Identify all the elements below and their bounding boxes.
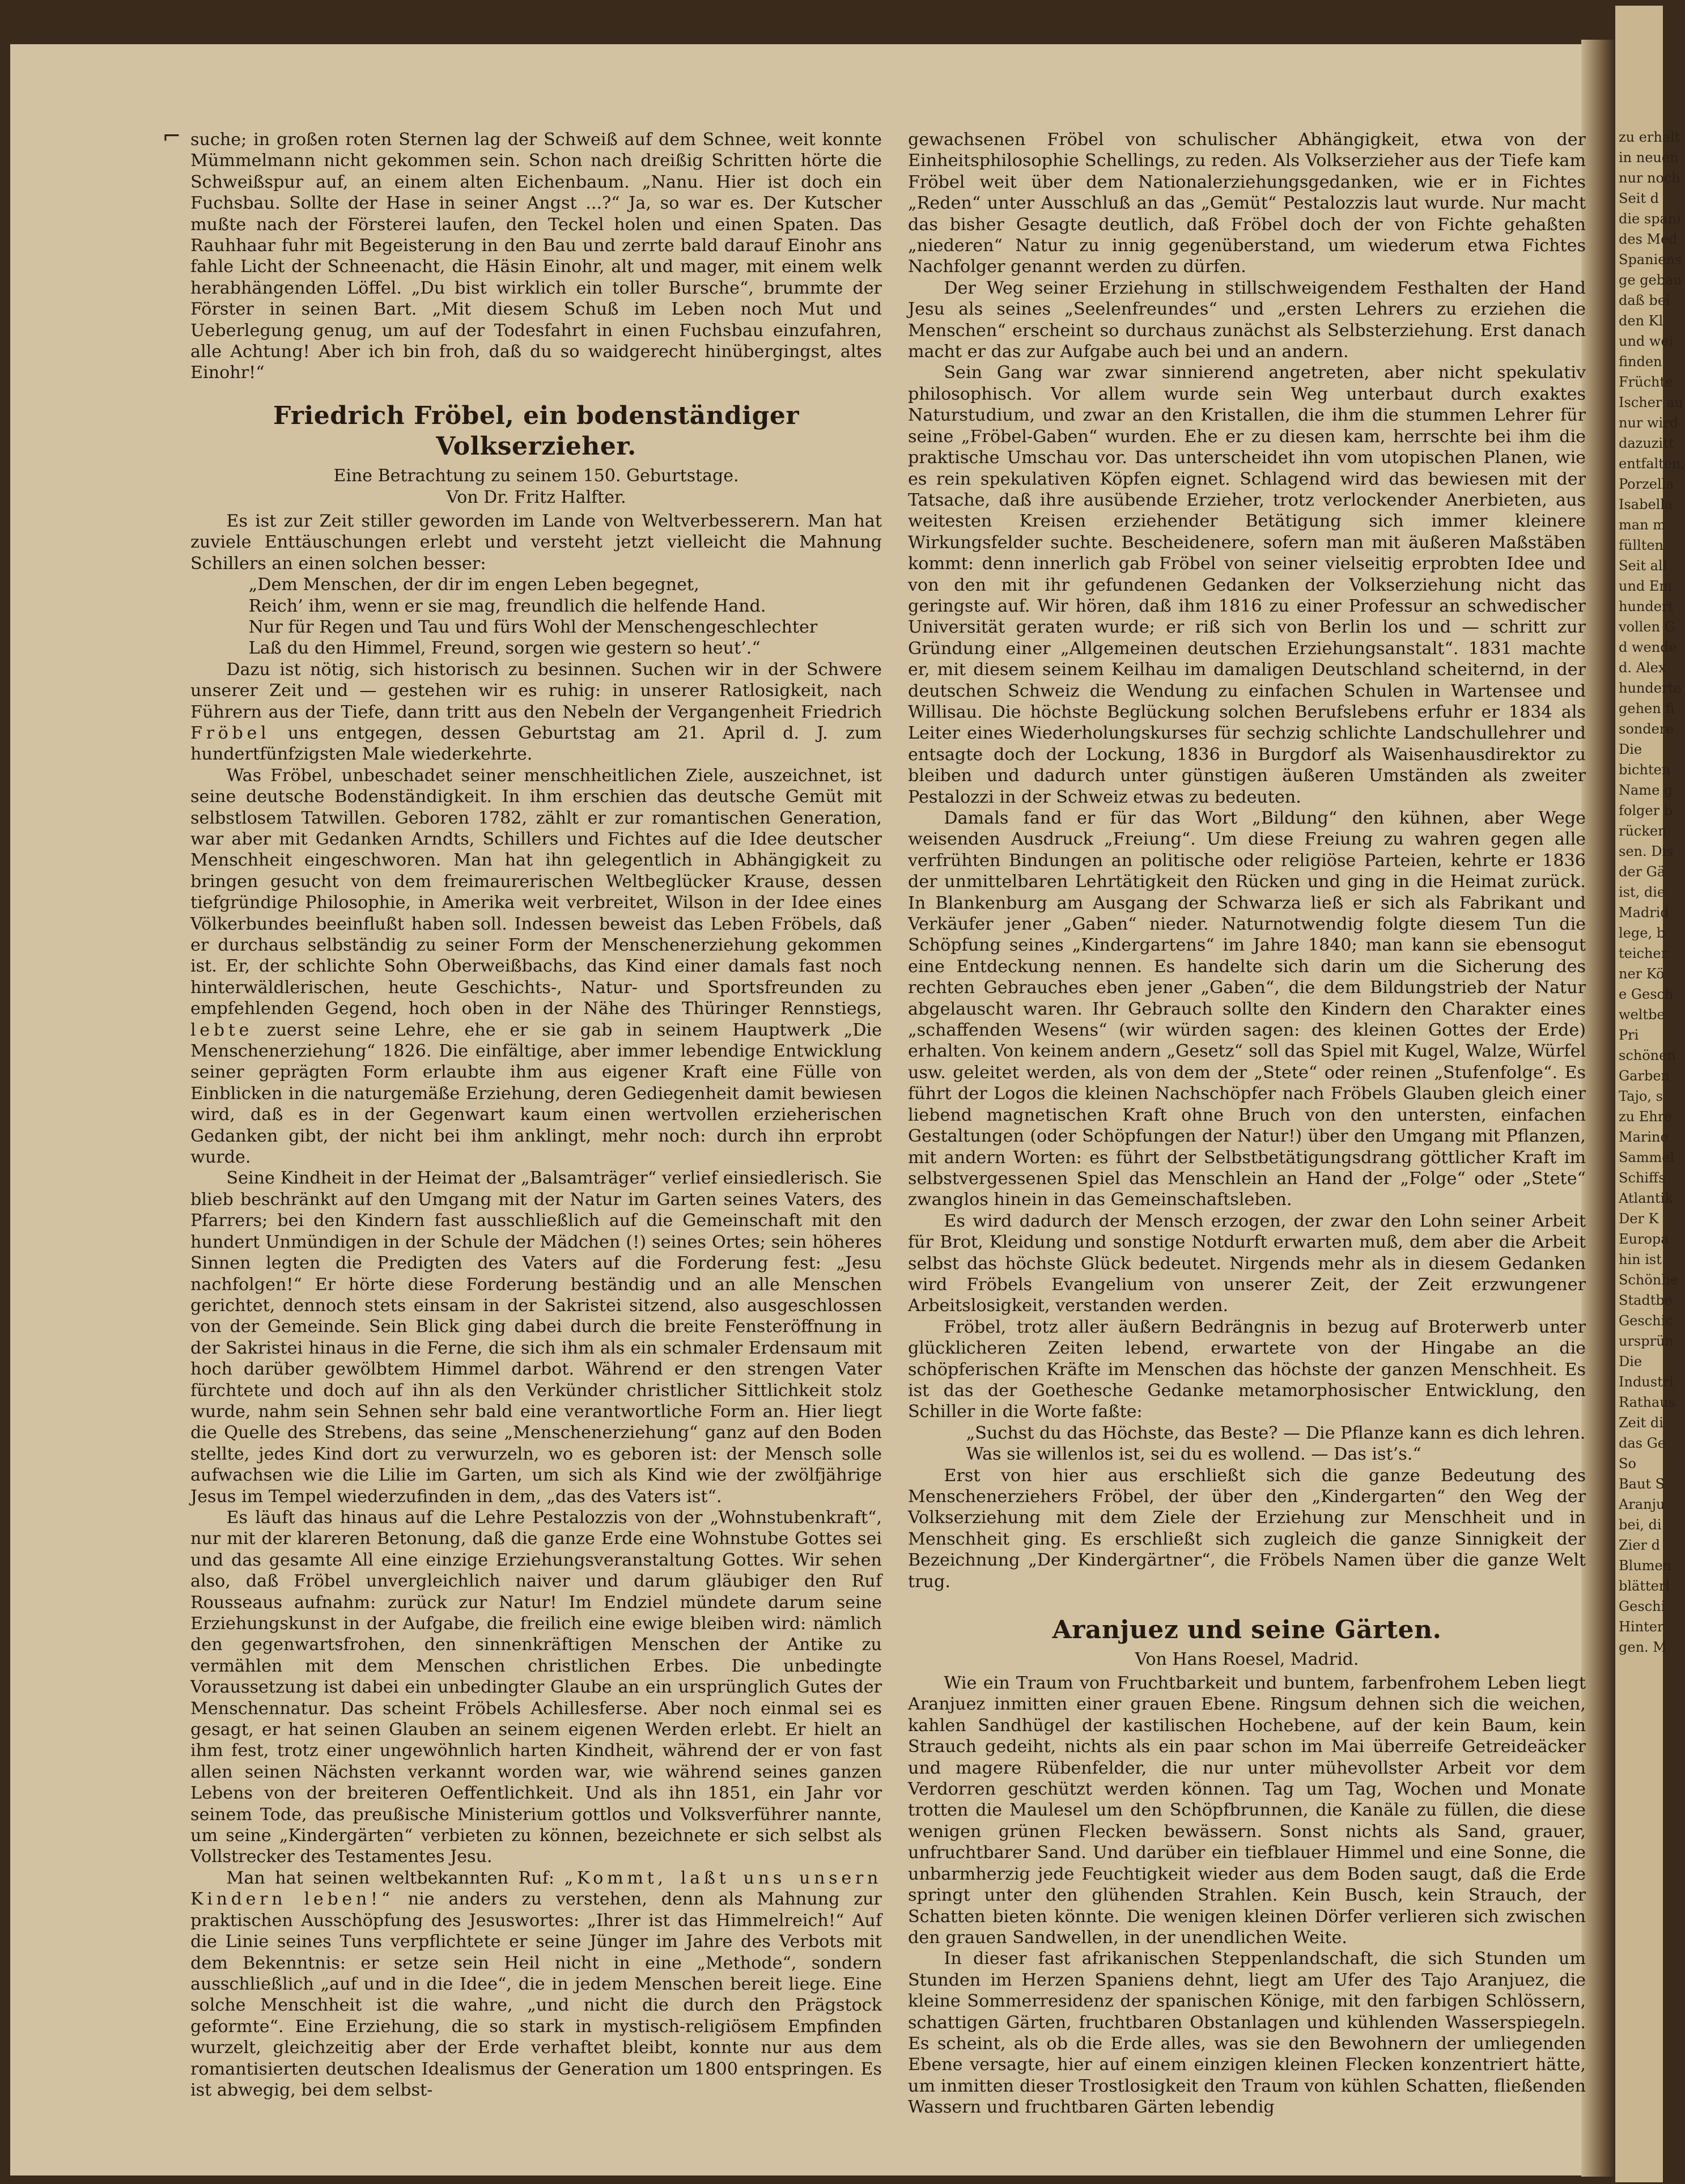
adjacent-page-fragment: Geschi bbox=[1619, 1598, 1666, 1614]
adjacent-page-fragment: Isabella bbox=[1619, 497, 1673, 512]
paragraph: Seine Kindheit in der Heimat der „Balsamträger“ verlief einsiedlerisch. Sie blieb beschränkt auf den Umgang mit der Natur im Garten seines Vaters, des Pfarrers; bei den Kindern fast ausschließlich auf die Gemeinschaft mit den hundert Unmündigen in der Schule der Mädchen (!) seines Ortes; sein höheres Sinnen legten die Predigten des Vaters auf die Forderung fest: „Jesu nachfolgen!“ Er hörte diese Forderung beständig und an alle Menschen gerichtet, dennoch stets einsam in der Sakristei sitzend, also ausgeschlossen von der Gemeinde. Sein Blick ging dabei durch die breite Fensteröffnung in der Sakristei hinaus in die Ferne, die sich ihm als ein schmaler Erdensaum mit hoch darüber gewölbtem Himmel darbot. Während er den strengen Vater fürchtete und doch auf ihn als den Verkünder christlicher Sittlichkeit stolz wurde, nahm sein Sehnen sehr bald eine verantwortliche Form an. Hier liegt die Quelle des Strebens, das seine „Menschenerziehung“ ganz auf den Boden stellte, jedes Kind dort zu verwurzeln, wo es geboren ist: der Mensch solle aufwachsen wie die Lilie im Garten, um sich als Kind wie der zwölfjährige Jesus im Tempel wiederzufinden in dem, „das des Vaters ist“. bbox=[190, 1168, 882, 1507]
adjacent-page-fragment: nur noch bbox=[1619, 170, 1680, 186]
verse-line: Nur für Regen und Tau und fürs Wohl der Menschengeschlechter bbox=[248, 617, 818, 637]
article2-title: Aranjuez und seine Gärten. bbox=[1052, 1615, 1442, 1645]
adjacent-page-fragment: Schönhe bbox=[1619, 1272, 1678, 1288]
adjacent-page-fragment: Baut S bbox=[1619, 1476, 1665, 1492]
adjacent-page-fragment: gehen fi bbox=[1619, 701, 1675, 716]
article-title: Friedrich Fröbel, ein bodenständiger Volkserzieher. bbox=[273, 401, 800, 461]
adjacent-page-fragment: Zeit di bbox=[1619, 1415, 1663, 1431]
adjacent-page-fragment: Madrid bbox=[1619, 905, 1669, 921]
adjacent-page-fragment: die spani bbox=[1619, 211, 1681, 227]
text-run: zuerst seine Lehre, ehe er sie gab in seinem Hauptwerk „Die Menschenerziehung“ 1826. Die einfältige, aber immer lebendige Entwicklung seiner geprägten Form erlaubte ihm aus eigener Kraft eine Fülle von Einblicken in die naturgemäße Erziehung, deren Gediegenheit damit bewiesen wird, daß es in der Gegenwart kaum einen wertvollen erzieherischen Gedanken gibt, der nicht bei ihm anklingt, mehr noch: durch ihn erprobt wurde. bbox=[190, 1020, 882, 1168]
paragraph: Es läuft das hinaus auf die Lehre Pestalozzis von der „Wohnstubenkraft“, nur mit der klareren Betonung, daß die ganze Erde eine Wohnstube Gottes sei und das gesamte All eine einzige Erziehungsveranstaltung Gottes. Wir sehen also, daß Fröbel unvergleichlich naiver und darum gläubiger den Ruf Rousseaus aufnahm: zurück zur Natur! Im Endziel mündete darum seine Erziehungskunst in der Aufgabe, die freilich eine ewige bleiben wird: nämlich den gegenwartsfrohen, den sinnenkräftigen Menschen der Antike zu vermählen mit dem Menschen christlichen Erbes. Die unbedingte Voraussetzung ist dabei ein unbedingter Glaube an ein ursprünglich Gutes der Menschennatur. Das scheint Fröbels Achillesferse. Aber noch einmal sei es gesagt, er hat seinen Glauben an seinem eigenen Werden erlebt. Er hielt an ihm fest, trotz einer ungewöhnlich harten Kindheit, während der er von fast allen seinen Nächsten verkannt worden war, wie während seines ganzen Lebens von der breiteren Oeffentlichkeit. Und als ihn 1851, ein Jahr vor seinem Tode, das preußische Ministerium gottlos und Volksverführer nannte, um seine „Kindergärten“ verbieten zu können, bezeichnete er sich selbst als Vollstrecker des Testamentes Jesu. bbox=[190, 1507, 882, 1867]
adjacent-page-fragment: Seit d bbox=[1619, 190, 1659, 206]
adjacent-page-fragment: vollen G bbox=[1619, 619, 1675, 635]
adjacent-page-fragment: Europa bbox=[1619, 1231, 1669, 1247]
article-subtitle: Eine Betrachtung zu seinem 150. Geburtstage. bbox=[333, 465, 739, 486]
adjacent-page-fragment: ist, die bbox=[1619, 884, 1666, 900]
paragraph: Es wird dadurch der Mensch erzogen, der zwar den Lohn seiner Arbeit für Brot, Kleidung und sonstige Notdurft erwarten muß, dem aber die Arbeit selbst das höchste Glück bedeutet. Nirgends mehr als in diesem Gedanken wird Fröbels Evangelium von unserer Zeit, der Zeit erzwungener Arbeitslosigkeit, verstanden werden. bbox=[908, 1211, 1586, 1316]
paragraph: Fröbel, trotz aller äußern Bedrängnis in bezug auf Broterwerb unter glücklicheren Zeiten lebend, erwartete von der Hingabe an die schöpferischen Kräfte im Menschen das höchste der ganzen Menschheit. Es ist das der Goethesche Gedanke metamorphosischer Entwicklung, den Schiller in die Worte faßte: bbox=[908, 1317, 1586, 1422]
text-run: Dazu ist nötig, sich historisch zu besinnen. Suchen wir in der Schwere unserer Zeit und — gestehen wir es ruhig: in unserer Ratlosigkeit, nach Führern aus der Tiefe, dann tritt aus den Nebeln der Vergangenheit Friedrich bbox=[190, 659, 882, 722]
verse-line: Reich’ ihm, wenn er sie mag, freundlich die helfende Hand. bbox=[248, 596, 766, 616]
adjacent-page-fragment: hin ist bbox=[1619, 1252, 1662, 1267]
adjacent-page-fragment: daß bei bbox=[1619, 292, 1670, 308]
verse-line: „Suchst du das Höchste, das Beste? — Die Pflanze kann es dich lehren. bbox=[966, 1423, 1586, 1443]
adjacent-page-fragment: nur wird bbox=[1619, 415, 1679, 431]
verse-line: Laß du den Himmel, Freund, sorgen wie gestern so heut’.“ bbox=[248, 638, 761, 659]
adjacent-page-fragment: Porzella bbox=[1619, 476, 1674, 492]
text-run: Man hat seinen weltbekannten Ruf: bbox=[226, 1868, 555, 1888]
text-run: uns entgegen, dessen Geburtstag am 21. April d. J. zum hundertfünfzigsten Male wiederkehrte. bbox=[190, 723, 882, 765]
verse-line: „Dem Menschen, der dir im engen Leben begegnet, bbox=[248, 575, 699, 595]
adjacent-page-fragment: Früchte bbox=[1619, 374, 1674, 390]
adjacent-page-fragment: sen. Dis bbox=[1619, 843, 1674, 859]
adjacent-page-fragment: Seit all bbox=[1619, 558, 1667, 574]
adjacent-page-fragment: Schiffs bbox=[1619, 1170, 1666, 1186]
adjacent-page-fragment: lege, b bbox=[1619, 925, 1666, 941]
paragraph bbox=[190, 659, 882, 765]
adjacent-page-fragment: Garben bbox=[1619, 1068, 1670, 1084]
adjacent-page-fragment: sondere bbox=[1619, 721, 1674, 737]
adjacent-page-fragment: Name g bbox=[1619, 782, 1673, 798]
adjacent-page-fragment: weltbe bbox=[1619, 1007, 1665, 1023]
adjacent-page-fragment: und Em bbox=[1619, 578, 1673, 594]
adjacent-page-fragment: Pri bbox=[1619, 1027, 1639, 1043]
adjacent-page-fragment: hunderte bbox=[1619, 680, 1682, 696]
paragraph bbox=[190, 1868, 882, 2101]
adjacent-page-fragment: und wei bbox=[1619, 333, 1674, 349]
adjacent-page-strip bbox=[1615, 6, 1685, 2182]
adjacent-page-fragment: Die bbox=[1619, 1354, 1642, 1369]
paragraph: Es ist zur Zeit stiller geworden im Lande von Weltverbesserern. Man hat zuviele Enttäuschungen erlebt und versteht jetzt vielleicht die Mahnung Schillers an einen solchen besser: bbox=[190, 511, 882, 574]
adjacent-page-fragment: Rathaus bbox=[1619, 1394, 1676, 1410]
adjacent-page-fragment: finden bbox=[1619, 354, 1662, 370]
schiller-verse bbox=[249, 574, 882, 659]
adjacent-page-fragment: schönen bbox=[1619, 1048, 1676, 1063]
adjacent-page-fragment: Die bbox=[1619, 741, 1642, 757]
adjacent-page-fragment: folger b bbox=[1619, 803, 1673, 819]
schiller-verse-2 bbox=[966, 1423, 1586, 1465]
emphasis: „Kommt, laßt uns unsern Kindern leben!“ bbox=[190, 1868, 882, 1910]
adjacent-page-fragment: bei, di bbox=[1619, 1517, 1662, 1533]
adjacent-page-fragment: gen. M bbox=[1619, 1639, 1667, 1655]
right-column bbox=[908, 129, 1586, 2118]
adjacent-page-fragment: bichten bbox=[1619, 762, 1671, 778]
verse-line: Was sie willenlos ist, sei du es wollend. — Das ist’s.“ bbox=[966, 1444, 1421, 1465]
article2-author: Von Hans Roesel, Madrid. bbox=[1135, 1649, 1359, 1670]
adjacent-page-fragment: blätterl bbox=[1619, 1578, 1670, 1594]
paragraph: In dieser fast afrikanischen Steppenlandschaft, die sich Stunden um Stunden im Herzen Spaniens dehnt, liegt am Ufer des Tajo Aranjuez, die kleine Sommerresidenz der spanischen Könige, mit den farbigen Schlössern, schattigen Gärten, fruchtbaren Obstanlagen und kühlenden Wasserspiegeln. Es scheint, als ob die Erde alles, was sie den Bewohnern der umliegenden Ebene versagte, hier auf einem einzigen kleinen Flecken konzentriert hätte, um inmitten dieser Trostlosigkeit den Traum von kühlen Schatten, fließenden Wassern und fruchtbaren Gärten lebendig bbox=[908, 1949, 1586, 2118]
adjacent-page-fragment: Blumen bbox=[1619, 1558, 1672, 1574]
adjacent-page-fragment: Der K bbox=[1619, 1211, 1659, 1227]
intro-paragraph: suche; in großen roten Sternen lag der Schweiß auf dem Schnee, weit konnte Mümmelmann nicht gekommen sein. Schon nach dreißig Schritten hörte die Schweißspur auf, an einem alten Eichenbaum. „Nanu. Hier ist doch ein Fuchsbau. Sollte der Hase in seiner Angst ...?“ Ja, so war es. Der Kutscher mußte nach der Försterei laufen, den Teckel holen und einen Spaten. Das Rauhhaar fuhr mit Begeisterung in den Bau und zerrte bald darauf Einohr ans fahle Licht der Schneenacht, die Häsin Einohr, alt und mager, mit einem welk herabhängenden Löffel. „Du bist wirklich ein toller Bursche“, brummte der Förster in seinen Bart. „Mit diesem Schuß im Leben noch Mut und Ueberlegung genug, um auf der Todesfahrt in einen Fuchsbau einzufahren, alle Achtung! Aber ich bin froh, daß du so waidgerecht hinübergingst, altes Einohr!“ bbox=[190, 130, 882, 383]
paragraph: Erst von hier aus erschließt sich die ganze Bedeutung des Menschenerziehers Fröbel, der über den „Kindergarten“ den Weg der Volkserziehung mit dem Ziele der Erziehung zur Menschheit und in Menschheit ging. Es erschließt sich zugleich die ganze Sinnigkeit der Bezeichnung „Der Kindergärtner“, die Fröbels Namen über die ganze Welt trug. bbox=[908, 1465, 1586, 1592]
adjacent-page-fragment: teicher bbox=[1619, 945, 1668, 961]
paragraph bbox=[190, 765, 882, 1168]
adjacent-page-fragment: den Kl bbox=[1619, 313, 1663, 329]
adjacent-page-fragment: füllten bbox=[1619, 537, 1663, 553]
adjacent-page-fragment: zu erhalt bbox=[1619, 129, 1680, 145]
adjacent-page-fragment: e Gesch bbox=[1619, 986, 1674, 1002]
adjacent-page-fragment: ge gebau bbox=[1619, 272, 1682, 288]
adjacent-page-fragment: entfalten, bbox=[1619, 456, 1685, 472]
adjacent-page-fragment: der Gä bbox=[1619, 864, 1666, 880]
adjacent-page-fragment: Zier d bbox=[1619, 1537, 1661, 1553]
adjacent-page-fragment: ner Kö bbox=[1619, 966, 1665, 982]
adjacent-page-fragment: das Ge bbox=[1619, 1435, 1666, 1451]
paragraph: Der Weg seiner Erziehung in stillschweigendem Festhalten der Hand Jesu als seines „Seelenfreundes“ und „ersten Lehrers zu erziehen die Menschen“ erscheint so durchaus zunächst als Selbsterziehung. Erst danach macht er das zur Aufgabe auch bei und an andern. bbox=[908, 278, 1586, 362]
adjacent-page-fragment: in neuen bbox=[1619, 150, 1679, 166]
adjacent-page-fragment: dazuzitt bbox=[1619, 435, 1674, 451]
adjacent-page-fragment: Aranju bbox=[1619, 1496, 1665, 1512]
adjacent-page-fragment: rücken bbox=[1619, 823, 1667, 839]
text-run: nie anders zu verstehen, denn als Mahnung zur praktischen Ausschöpfung des Jesuswortes: „Ihrer ist das Himmelreich!“ Auf die Linie seines Tuns verpflichtete er seine Jünger im Jahre des Verbots mit dem Bekenntnis: er setze sein Heil nicht in eine „Methode“, sondern ausschließlich „auf und in die Idee“, die in jedem Menschen bereit liege. Eine solche Menschheit ist die wahre, „und nicht die durch den Prägstock geformte“. Eine Erziehung, die so stark in mystisch-religiösem Empfinden wurzelt, gleichzeitig aber der Erde verhaftet bleibt, konnte nur aus dem romantisierten deutschen Idealismus der Generation um 1800 entspringen. Es ist abwegig, bei dem selbst- bbox=[190, 1889, 882, 2100]
adjacent-page-fragment: Tajo, s bbox=[1619, 1088, 1663, 1104]
adjacent-page-fragment: zu Ehre bbox=[1619, 1109, 1673, 1125]
paragraph: Damals fand er für das Wort „Bildung“ den kühnen, aber Wege weisenden Ausdruck „Freiung“. Um diese Freiung zu wahren gegen alle verfrühten Bindungen an politische oder religiöse Parteien, kehrte er 1836 der unmittelbaren Lehrtätigkeit den Rücken und ging in die Heimat zurück. In Blankenburg am Ausgang der Schwarza ließ er sich als Fabrikant und Verkäufer jener „Gaben“ nieder. Naturnotwendig folgte diesem Tun die Schöpfung seines „Kindergartens“ im Jahre 1840; man kann sie ebensogut eine Entdeckung nennen. Es handelte sich darin um die Sicherung des rechten Gebrauches eben jener „Gaben“, die dem Bildungstrieb der Natur abgelauscht waren. Ihr Gebrauch sollte den Kindern den Charakter eines „schaffenden Wesens“ (wir würden sagen: des kleinen Gottes der Erde) erhalten. Von keinem andern „Gesetz“ soll das Spiel mit Kugel, Walze, Würfel usw. geleitet werden, als von dem der „Stete“ oder reinen „Stufenfolge“. Es führt der Logos die kleinen Nachschöpfer nach Fröbels Glauben gleich einer liebend magnetischen Kraft ohne Bruch von den untersten, einfachen Gestaltungen (oder Schöpfungen der Natur!) über den Umgang mit Pflanzen, mit andern Worten: es führt der Selbstbetätigungsdrang göttlicher Kraft im selbstvergessenen Spiel das Menschlein an Hand der „Folge“ oder „Stete“ zwanglos hinein in das Gemeinschaftsleben. bbox=[908, 808, 1586, 1210]
adjacent-page-fragment: Atlantik bbox=[1619, 1190, 1673, 1206]
adjacent-page-fragment: Stadtbe bbox=[1619, 1292, 1673, 1308]
paragraph: gewachsenen Fröbel von schulischer Abhängigkeit, etwa von der Einheitsphilosophie Schellings, zu reden. Als Volkserzieher aus der Tiefe kam Fröbel weit über dem Nationalerziehungsgedanken, wie er in Fichtes „Reden“ unter Ausschluß an das „Gemüt“ Pestalozzis laut wurde. Nur macht das bisher Gesagte deutlich, daß Fröbel doch der von Fichte gehaßten „niederen“ Natur zu innig gegenüberstand, um wiederum etwa Fichtes Nachfolger genannt werden zu dürfen. bbox=[908, 130, 1586, 277]
adjacent-page-fragment: Hinter bbox=[1619, 1619, 1664, 1635]
adjacent-page-fragment: Sammel bbox=[1619, 1150, 1675, 1165]
adjacent-page-fragment: des Med bbox=[1619, 231, 1678, 247]
paragraph: Sein Gang war zwar sinnierend angetreten, aber nicht spekulativ philosophisch. Vor allem wurde sein Weg unterbaut durch exaktes Naturstudium, und zwar an den Kristallen, die ihm die stummen Lehrer für seine „Fröbel-Gaben“ wurden. Ehe er zu diesen kam, herrschte bei ihm die praktische Umschau vor. Das unterscheidet ihn vom utopischen Planen, wie es rein spekulativen Köpfen eignet. Schlagend wird das bewiesen mit der Tatsache, daß ihre ausübende Erzieher, trotz verlockender Anerbieten, aus weitesten Kreisen erziehender Betätigung sich immer kleinere Wirkungsfelder suchte. Bescheidenere, sofern man mit äußeren Maßstäben kommt: denn innerlich gab Fröbel von seiner vielseitig erprobten Idee und von den mit ihr gefundenen Gedanken der Volkserziehung nicht das geringste auf. Wir hören, daß ihm 1816 zu einer Professur an schwedischer Universität geraten wurde; er riß sich von Berlin los und — schritt zur Gründung einer „Allgemeinen deutschen Erziehungsanstalt“. 1831 machte er, mit diesem seinem Keilhau im damaligen Deutschland scheiternd, in der deutschen Schweiz die Wendung zu einfachen Schulen in Wartensee und Willisau. Die höchste Beglückung solchen Berufslebens erfuhr er 1834 als Leiter eines Wiederholungskurses für sechzig schlichte Landschullehrer und entsagte doch der Lockung, 1836 in Burgdorf als Waisenhausdirektor zu bleiben und dadurch unter günstigen äußeren Umständen als zweiter Pestalozzi in der Schweiz etwas zu bedeuten. bbox=[908, 363, 1586, 807]
emphasis: lebte bbox=[190, 1020, 253, 1040]
adjacent-page-fragment: hundert bbox=[1619, 599, 1674, 614]
adjacent-page-fragment: d wende bbox=[1619, 639, 1677, 655]
adjacent-page-fragment: man m bbox=[1619, 517, 1666, 533]
adjacent-page-fragment: Ischer au bbox=[1619, 395, 1683, 410]
text-run: Was Fröbel, unbeschadet seiner menschheitlichen Ziele, auszeichnet, ist seine deutsche Bodenständigkeit. In ihm erschien das deutsche Gemüt mit selbstlosem Tatwillen. Geboren 1782, zählt er zur romantischen Generation, war aber mit Gedanken Arndts, Schillers und Fichtes auf die Idee deutscher Menschheit eingeschworen. Man hat ihn gelegentlich in Abhängigkeit zu bringen gesucht von dem freimaurerischen Weltbeglücker Krause, dessen tiefgründige Philosophie, in Amerika weit verbreitet, Wilson in der Idee eines Völkerbundes beeinflußt haben soll. Indessen beweist das Leben Fröbels, daß er durchaus selbständig zu seiner Form der Menschenerziehung gekommen ist. Er, der schlichte Sohn Oberweißbachs, das Kind einer damals fast noch hinterwäldlerischen, heute Geschichts-, Natur- und Sportsfreunden zu empfehlenden Gegend, hoch oben in der Nähe des Thüringer Rennstiegs, bbox=[190, 765, 882, 1019]
left-column bbox=[190, 129, 882, 2101]
adjacent-page-fragment: ursprün bbox=[1619, 1333, 1674, 1349]
adjacent-page-fragment: Industri bbox=[1619, 1374, 1674, 1390]
adjacent-page-fragment: d. Alex bbox=[1619, 660, 1666, 676]
adjacent-page-fragment: Geschic bbox=[1619, 1313, 1673, 1329]
book-gutter bbox=[1581, 40, 1615, 2177]
adjacent-page-fragment: So bbox=[1619, 1456, 1636, 1471]
article-author: Von Dr. Fritz Halfter. bbox=[446, 487, 626, 507]
emphasis: Fröbel bbox=[190, 723, 270, 743]
adjacent-page-fragment: Marine bbox=[1619, 1129, 1669, 1145]
adjacent-page-fragment: Spaniens bbox=[1619, 252, 1682, 268]
printer-mark-icon: ⌐ bbox=[162, 124, 181, 150]
paragraph: Wie ein Traum von Fruchtbarkeit und buntem, farbenfrohem Leben liegt Aranjuez inmitten einer grauen Ebene. Ringsum dehnen sich die weichen, kahlen Sandhügel der kastilischen Hochebene, auf der kein Baum, kein Strauch gedeiht, nichts als ein paar schon im Mai überreife Getreideäcker und magere Rübenfelder, die nur unter mühevollster Arbeit vor dem Verdorren geschützt werden können. Tag um Tag, Wochen und Monate trotten die Maulesel um den Schöpfbrunnen, die Kanäle zu füllen, die diese wenigen grünen Flecken bewässern. Sonst nichts als Sand, grauer, unfruchtbarer Sand. Und darüber ein tiefblauer Himmel und eine Sonne, die unbarmherzig jede Feuchtigkeit wieder aus dem Boden saugt, daß die Erde springt unter den glühenden Strahlen. Kein Busch, kein Strauch, der Schatten bieten könnte. Die wenigen kleinen Dörfer verlieren sich zwischen den grauen Sandwellen, in der unendlichen Weite. bbox=[908, 1673, 1586, 1948]
